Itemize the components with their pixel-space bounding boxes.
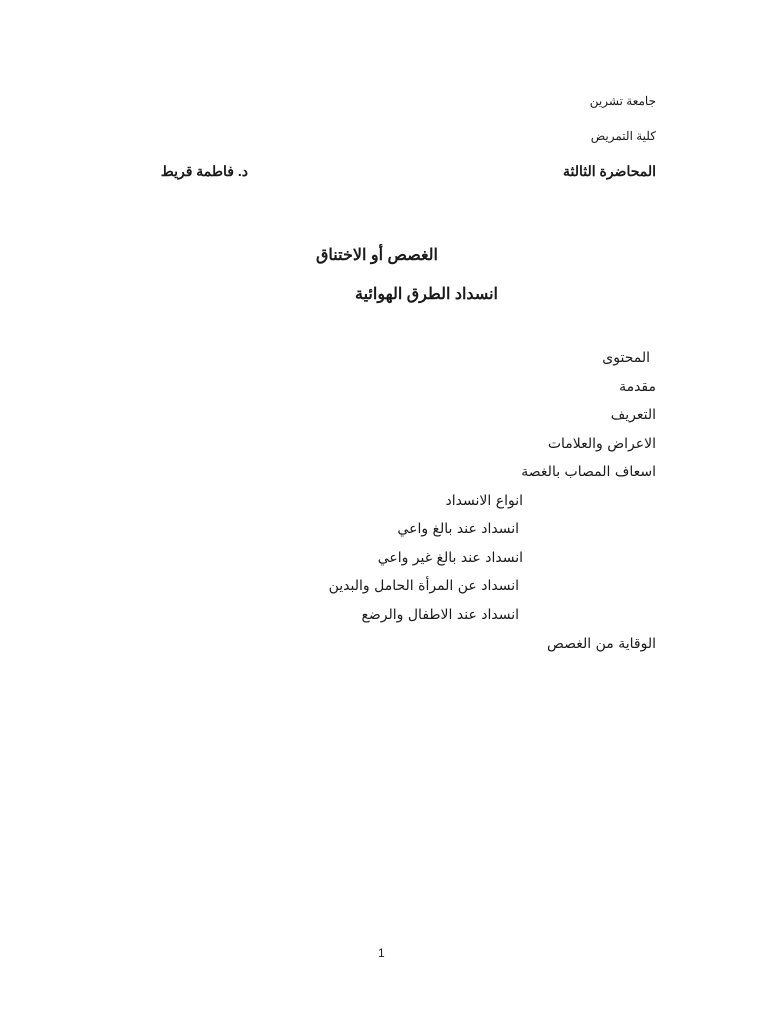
- faculty-name: كلية التمريض: [590, 129, 656, 143]
- contents-heading: المحتوى: [602, 350, 650, 366]
- lecture-number: المحاضرة الثالثة: [562, 163, 656, 179]
- document-title: الغصص أو الاختناق: [316, 247, 438, 264]
- toc-item: مقدمة: [619, 379, 656, 395]
- university-name: جامعة تشرين: [589, 94, 656, 108]
- document-subtitle: انسداد الطرق الهوائية: [355, 286, 498, 303]
- lecturer-name: د. فاطمة قريط: [160, 163, 248, 179]
- toc-item: الوقاية من الغصص: [546, 636, 656, 652]
- toc-item: انسداد عن المرأة الحامل والبدين: [328, 578, 519, 594]
- toc-item: انواع الانسداد: [445, 493, 523, 509]
- toc-item: الاعراض والعلامات: [547, 436, 656, 452]
- toc-item: اسعاف المصاب بالغصة: [521, 464, 656, 480]
- page-number: 1: [378, 946, 385, 960]
- toc-item: انسداد عند بالغ غير واعي: [377, 550, 523, 566]
- toc-item: التعريف: [610, 407, 656, 423]
- toc-item: انسداد عند بالغ واعي: [397, 521, 519, 537]
- toc-item: انسداد عند الاطفال والرضع: [361, 607, 519, 623]
